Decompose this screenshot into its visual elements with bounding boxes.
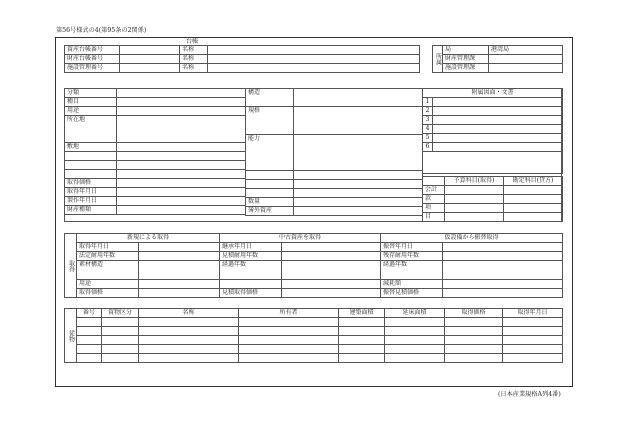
acq-field-label: 継承年月日 — [220, 243, 282, 252]
col-header: 資物区分 — [102, 309, 139, 318]
acq-field-label: 見積耐用年数 — [220, 252, 282, 261]
acq-field-label: 用途 — [77, 280, 139, 289]
property-label: 取得年月日 — [65, 188, 117, 197]
property-value[interactable] — [117, 152, 246, 161]
attachment-number: 4 — [423, 125, 433, 134]
attached-items-table — [64, 308, 563, 363]
ledger-number-input[interactable] — [120, 55, 180, 64]
property-value[interactable] — [117, 161, 246, 170]
attachment-entry[interactable] — [433, 134, 563, 143]
quantity-label: 数量 — [246, 198, 294, 207]
col-header: 番号 — [77, 309, 102, 318]
property-value[interactable] — [117, 143, 246, 152]
property-label: 財産種類 — [65, 206, 117, 215]
acq-field-label: 振替見積価格 — [381, 289, 443, 298]
affiliation-table — [432, 45, 563, 73]
affiliation-value[interactable]: 港湾局 — [489, 46, 563, 55]
name-label: 名称 — [180, 55, 208, 64]
attachment-blank[interactable] — [423, 152, 563, 174]
name-label: 名称 — [180, 46, 208, 55]
attachment-number: 6 — [423, 143, 433, 152]
acq-field-value[interactable] — [443, 243, 563, 252]
acq-field-value[interactable] — [282, 280, 381, 289]
table-row — [65, 318, 563, 327]
used-acquisition-title: 中古資産を取得 — [220, 234, 381, 243]
table-row — [65, 336, 563, 345]
acq-field-label — [220, 280, 282, 289]
property-label: 種目 — [65, 98, 117, 107]
acq-field-value[interactable] — [443, 280, 563, 289]
acq-field-label: 見積取得価格 — [220, 289, 282, 298]
spec-label: 規格 — [246, 107, 294, 135]
table-row — [65, 327, 563, 336]
mid-blank-label — [246, 171, 294, 180]
acq-field-label: 減耗額 — [381, 280, 443, 289]
acq-field-value[interactable] — [443, 252, 563, 261]
acq-field-label: 素材構造 — [77, 261, 139, 280]
budget-value[interactable] — [504, 213, 563, 222]
budget-value[interactable] — [445, 186, 504, 195]
acq-field-label: 取得年月日 — [77, 243, 139, 252]
acq-field-value[interactable] — [282, 252, 381, 261]
quantity-value[interactable] — [294, 198, 423, 207]
budget-value[interactable] — [504, 186, 563, 195]
affiliation-row-label: 施設管理課 — [443, 64, 489, 73]
ledger-row-label: 資産台帳番号 — [65, 46, 120, 55]
property-label: 所在地 — [65, 116, 117, 143]
property-label: 敷地 — [65, 143, 117, 152]
property-value[interactable] — [117, 98, 246, 107]
attachment-entry[interactable] — [433, 116, 563, 125]
table-row — [65, 345, 563, 354]
spec-value[interactable] — [294, 107, 423, 135]
acq-field-value[interactable] — [139, 243, 220, 252]
acq-field-label: 取得価格 — [77, 289, 139, 298]
capacity-value[interactable] — [294, 135, 423, 171]
attachment-number: 2 — [423, 107, 433, 116]
structure-label: 構造 — [246, 89, 294, 107]
col-header: 名称 — [139, 309, 239, 318]
ledger-row — [65, 55, 420, 64]
budget-head-acquisition: 予算科目(取得) — [445, 177, 504, 186]
acq-field-label: 振替年月日 — [381, 243, 443, 252]
property-value[interactable] — [117, 89, 246, 98]
property-label — [65, 152, 117, 161]
name-input[interactable] — [208, 46, 420, 55]
mid-blank-value[interactable] — [294, 171, 423, 180]
acq-field-value[interactable] — [443, 289, 563, 298]
attachment-number: 5 — [423, 134, 433, 143]
budget-value[interactable] — [504, 195, 563, 204]
attachment-entry[interactable] — [433, 143, 563, 152]
affiliation-value[interactable] — [489, 64, 563, 73]
attachment-entry[interactable] — [433, 125, 563, 134]
budget-row-label: 項 — [423, 204, 445, 213]
attachment-entry[interactable] — [433, 107, 563, 116]
attached-side-label: 従物 — [65, 309, 77, 363]
ledger-number-input[interactable] — [120, 46, 180, 55]
affiliation-row-label: 局 — [443, 46, 489, 55]
acq-field-value[interactable] — [282, 243, 381, 252]
property-label: 用途 — [65, 107, 117, 116]
mid-blank-label — [246, 180, 294, 189]
off-book-value[interactable] — [294, 207, 423, 216]
acq-field-value[interactable] — [139, 280, 220, 289]
property-label — [65, 170, 117, 179]
property-label: 分類 — [65, 89, 117, 98]
budget-value[interactable] — [445, 195, 504, 204]
name-input[interactable] — [208, 55, 420, 64]
col-header: 取得年月日 — [503, 309, 563, 318]
budget-value[interactable] — [445, 213, 504, 222]
transfer-acquisition-title: 仮設備から振替取得 — [381, 234, 563, 243]
col-header: 所有者 — [239, 309, 339, 318]
attachments-table — [422, 88, 563, 174]
structure-value[interactable] — [294, 89, 423, 107]
property-label: 取得価格 — [65, 179, 117, 188]
ledger-number-input[interactable] — [120, 64, 180, 73]
acq-field-value[interactable] — [443, 261, 563, 280]
ledger-row — [65, 46, 420, 55]
footer-note: (日本産業規格A列4番) — [498, 391, 561, 398]
acq-field-label: 経過年数 — [220, 261, 282, 280]
property-value[interactable] — [117, 206, 246, 215]
property-value[interactable] — [117, 188, 246, 197]
budget-table — [422, 176, 563, 222]
mid-blank-label — [246, 189, 294, 198]
acq-field-label: 残存耐用年数 — [381, 252, 443, 261]
acquisition-side-label: 取得 — [65, 234, 77, 298]
property-label — [65, 161, 117, 170]
acq-field-label: 経過年数 — [381, 261, 443, 280]
property-value[interactable] — [117, 107, 246, 116]
mid-blank-value[interactable] — [294, 189, 423, 198]
affiliation-value[interactable] — [489, 55, 563, 64]
name-label: 名称 — [180, 64, 208, 73]
acq-field-value[interactable] — [282, 289, 381, 298]
acq-field-value[interactable] — [139, 252, 220, 261]
ledger-number-table — [64, 45, 420, 73]
new-acquisition-title: 新規による取得 — [77, 234, 220, 243]
property-left-table — [64, 88, 246, 215]
affiliation-label: 所属 — [433, 46, 443, 73]
budget-head-credit: 勘定科目(貸方) — [504, 177, 563, 186]
budget-value[interactable] — [445, 204, 504, 213]
off-book-label: 簿外資産 — [246, 207, 294, 216]
col-header: 建築面積 — [339, 309, 385, 318]
acquisition-table — [64, 233, 563, 298]
acq-field-label: 法定耐用年数 — [77, 252, 139, 261]
form-id: 第56号様式の4(第95条の2関係) — [56, 27, 147, 34]
property-value[interactable] — [117, 116, 246, 143]
budget-row-label: 目 — [423, 213, 445, 222]
ledger-title: 台帳 — [186, 38, 199, 45]
property-value[interactable] — [117, 170, 246, 179]
ledger-row-label: 施設管理番号 — [65, 64, 120, 73]
budget-value[interactable] — [504, 204, 563, 213]
budget-row-label: 会計 — [423, 186, 445, 195]
acq-field-value[interactable] — [282, 261, 381, 280]
property-value[interactable] — [117, 197, 246, 206]
affiliation-row-label: 財産管理課 — [443, 55, 489, 64]
table-row — [65, 354, 563, 363]
property-label: 製作年月日 — [65, 197, 117, 206]
property-value[interactable] — [117, 179, 246, 188]
attachments-title: 附属図面・文書 — [423, 89, 563, 98]
acq-field-value[interactable] — [139, 289, 220, 298]
ledger-row-label: 財産台帳番号 — [65, 55, 120, 64]
property-mid-table — [245, 88, 423, 216]
col-header: 取得価格 — [445, 309, 503, 318]
capacity-label: 能力 — [246, 135, 294, 171]
ledger-row — [65, 64, 420, 73]
col-header: 延床面積 — [385, 309, 445, 318]
acq-field-value[interactable] — [139, 261, 220, 280]
attachment-number: 3 — [423, 116, 433, 125]
mid-blank-value[interactable] — [294, 180, 423, 189]
name-input[interactable] — [208, 64, 420, 73]
attachment-entry[interactable] — [433, 98, 563, 107]
attachment-number: 1 — [423, 98, 433, 107]
budget-row-label: 款 — [423, 195, 445, 204]
